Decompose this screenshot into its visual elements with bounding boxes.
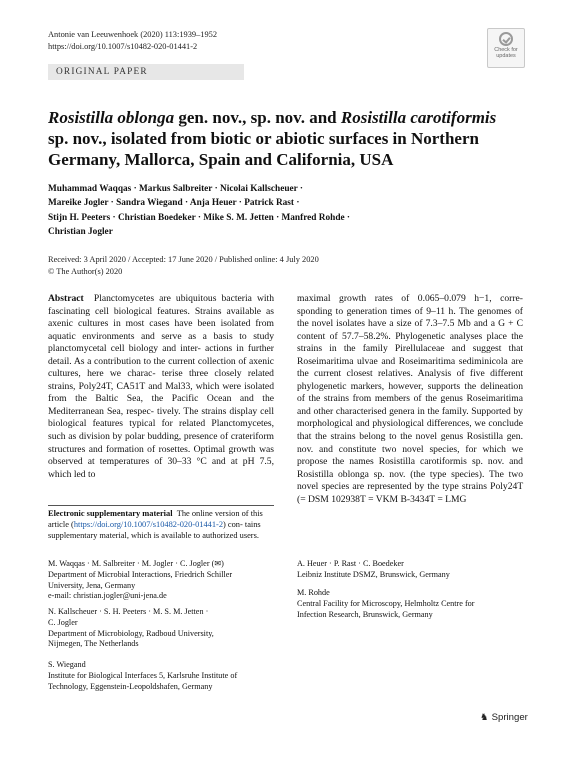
- affiliation-block: [297, 588, 523, 620]
- affiliation-line: Department of Microbial Interactions, Friedrich Schiller: [48, 569, 233, 579]
- affiliation-block: [48, 559, 288, 602]
- abstract-line: terise three closely related strains, Poly24T, CA51T: [48, 368, 274, 392]
- article-type-bar: [48, 64, 244, 80]
- affiliation-line: Infection Research, Brunswick, Germany: [297, 609, 433, 619]
- abstract-line: Planctomycetes are ubiquitous bacteria: [93, 293, 252, 304]
- abstract-line: place the strains in the family Pirellulaceae and: [297, 330, 523, 355]
- affiliation-authors: M. Waqqas · M. Salbreiter · M. Jogler · C. Jogler (✉): [48, 559, 224, 568]
- abstract-right-column: [297, 293, 523, 506]
- abstract-line: species are represented by the type strains Poly24T: [321, 481, 524, 493]
- springer-horse-icon: ♞: [480, 712, 489, 723]
- doi-link[interactable]: https://doi.org/10.1007/s10482-020-01441-2: [48, 41, 198, 51]
- publisher-name: Springer: [491, 712, 528, 723]
- journal-citation: Antonie van Leeuwenhoek (2020) 113:1939–1952: [48, 30, 218, 39]
- abstract-line: the Pacific Ocean and the Mediterranean Sea, respec-: [48, 393, 274, 417]
- abstract-line: genera in the family. Supported by morphological and: [297, 405, 523, 430]
- abstract-line: available as axenic cultures in most cases have been: [48, 305, 274, 330]
- affiliation-line: Nijmegen, The Netherlands: [48, 639, 139, 649]
- affiliation-block: [48, 607, 288, 650]
- affiliation-authors: N. Kallscheuer · S. H. Peeters · M. S. M. Jetten ·: [48, 607, 209, 616]
- affiliation-block: [48, 660, 288, 692]
- copyright-line: © The Author(s) 2020: [48, 266, 123, 276]
- esm-label: Electronic supplementary material: [48, 509, 173, 518]
- affiliation-email[interactable]: e-mail: christian.jogler@uni-jena.de: [48, 591, 167, 601]
- abstract-line: oblonga sp. nov. (the type species). The two novel: [297, 468, 523, 493]
- publication-dates: [48, 254, 518, 277]
- article-type-label: ORIGINAL PAPER: [56, 67, 148, 77]
- paper-title: [48, 107, 508, 170]
- affiliation-line: Leibniz Institute DSMZ, Brunswick, Germany: [297, 569, 450, 579]
- affiliation-line: Department of Microbiology, Radboud University,: [48, 628, 214, 638]
- abstract-line: tively. The strains display cell biological features: [48, 405, 274, 430]
- esm-text: tains supplementary material, which is available to authorized: [48, 520, 261, 540]
- footnote-divider: [48, 505, 274, 506]
- title-text-2: sp. nov., isolated from biotic or abiotic surfaces in Northern Germany, Mallorca, Spain and California, USA: [48, 129, 479, 169]
- badge-label-line1: Check for: [494, 47, 518, 53]
- received-accepted-dates: Received: 3 April 2020 / Accepted: 17 June 2020 / Published online: 4 July 2020: [48, 255, 319, 264]
- publisher-logo: [480, 712, 528, 723]
- affiliation-line: University, Jena, Germany: [48, 580, 136, 590]
- abstract-line: of the genus Roseimaritima and other characterised: [297, 393, 523, 417]
- abstract-line: sponding to generation times of 9–11 h. The genomes: [297, 305, 512, 317]
- affiliation-line: Technology, Eggenstein-Leopoldshafen, Germany: [48, 681, 213, 691]
- author-line: Mareike Jogler · Sandra Wiegand · Anja Heuer · Patrick Rast ·: [48, 198, 300, 209]
- abstract-line: maximal growth rates of 0.065–0.079 h−1, corre-: [297, 293, 523, 304]
- check-for-updates-badge[interactable]: [487, 28, 525, 68]
- affiliation-line: Central Facility for Microscopy, Helmholtz Centre for: [297, 598, 475, 608]
- esm-text: The online version of: [176, 509, 249, 518]
- abstract-line: (= DSM 102938T = VKM B-3434T = LMG: [297, 493, 467, 505]
- title-text-1: gen. nov., sp. nov. and: [174, 108, 341, 127]
- journal-header: [48, 29, 217, 52]
- check-updates-icon: [499, 32, 513, 46]
- abstract-line: names Rosistilla carotiformis sp. nov. and Rosistilla: [297, 456, 523, 480]
- affiliation-line: Institute for Biological Interfaces 5, Karlsruhe Institute of: [48, 670, 238, 680]
- abstract-line: basis to study planctomycetal cell biology and inter-: [48, 330, 274, 355]
- esm-text: users.: [239, 531, 259, 540]
- abstract-line: G + C content of 57.7–58.2%. Phylogenetic analyses: [297, 318, 523, 342]
- abstract-line: suggest that Roseimaritima ulvae and Roseimaritima: [297, 343, 523, 367]
- affiliation-authors: M. Rohde: [297, 588, 330, 597]
- esm-doi-link[interactable]: https://doi.org/10.1007/s10482-020-01441-2: [73, 520, 224, 529]
- abstract-heading: Abstract: [48, 293, 84, 304]
- author-list: [48, 182, 518, 239]
- abstract-line: physiological differences, we conclude that the strains: [297, 418, 524, 443]
- supplementary-material-note: [48, 508, 274, 541]
- title-genus-species-2: Rosistilla carotiformis: [340, 108, 497, 127]
- abstract-line: formation of rosettes. Optimal growth was observed at: [48, 443, 274, 468]
- abstract-line: of five different phylogenetic markers, however,: [297, 368, 523, 392]
- author-line: Muhammad Waqqas · Markus Salbreiter · Nicolai Kallscheuer ·: [48, 184, 303, 194]
- author-line: Stijn H. Peeters · Christian Boedeker · Mike S. M. Jetten · Manfred Rohde ·: [48, 212, 351, 223]
- abstract-line: polar budding, presence of crateriform structures and: [48, 431, 275, 455]
- abstract-line: of the novel isolates have a size of 7.3–7.5 Mb and a: [297, 305, 523, 330]
- abstract-left-column: [48, 293, 274, 481]
- abstract-line: current collection of axenic cultures, here we charac-: [48, 355, 275, 380]
- title-genus-species-1: Rosistilla oblonga: [48, 108, 175, 127]
- abstract-line: supports the delineation of the strains from members: [297, 380, 523, 405]
- author-line: Christian Jogler: [48, 226, 113, 237]
- badge-label-line2: updates: [496, 53, 516, 60]
- affiliation-authors: C. Jogler: [48, 617, 78, 627]
- affiliation-authors: S. Wiegand: [48, 660, 86, 669]
- esm-text: ) con-: [223, 520, 243, 529]
- abstract-line: sediminicola are the current closest relatives. Analysis: [297, 355, 523, 380]
- abstract-line: typical for related Planctomycetes, such as division by: [48, 418, 275, 443]
- abstract-line: belong to the novel genus Rosistilla gen. nov. and: [297, 431, 523, 455]
- abstract-line: and Mal33, which were isolated from the Baltic Sea,: [48, 380, 274, 405]
- affiliation-authors: A. Heuer · P. Rast · C. Boedeker: [297, 559, 404, 568]
- abstract-line: temperatures of 30–33 °C and at pH 7.5, which led to: [48, 456, 274, 480]
- abstract-line: constitute two novel species, for which we propose the: [297, 443, 523, 468]
- abstract-line: actions in further detail. As a contribution to the: [48, 343, 274, 367]
- abstract-line: with fascinating cell biological features. Strains: [48, 293, 275, 317]
- abstract-line: isolated from aquatic environments and serve as a: [48, 318, 274, 342]
- esm-text: this article (: [48, 509, 263, 529]
- affiliation-block: [297, 559, 523, 581]
